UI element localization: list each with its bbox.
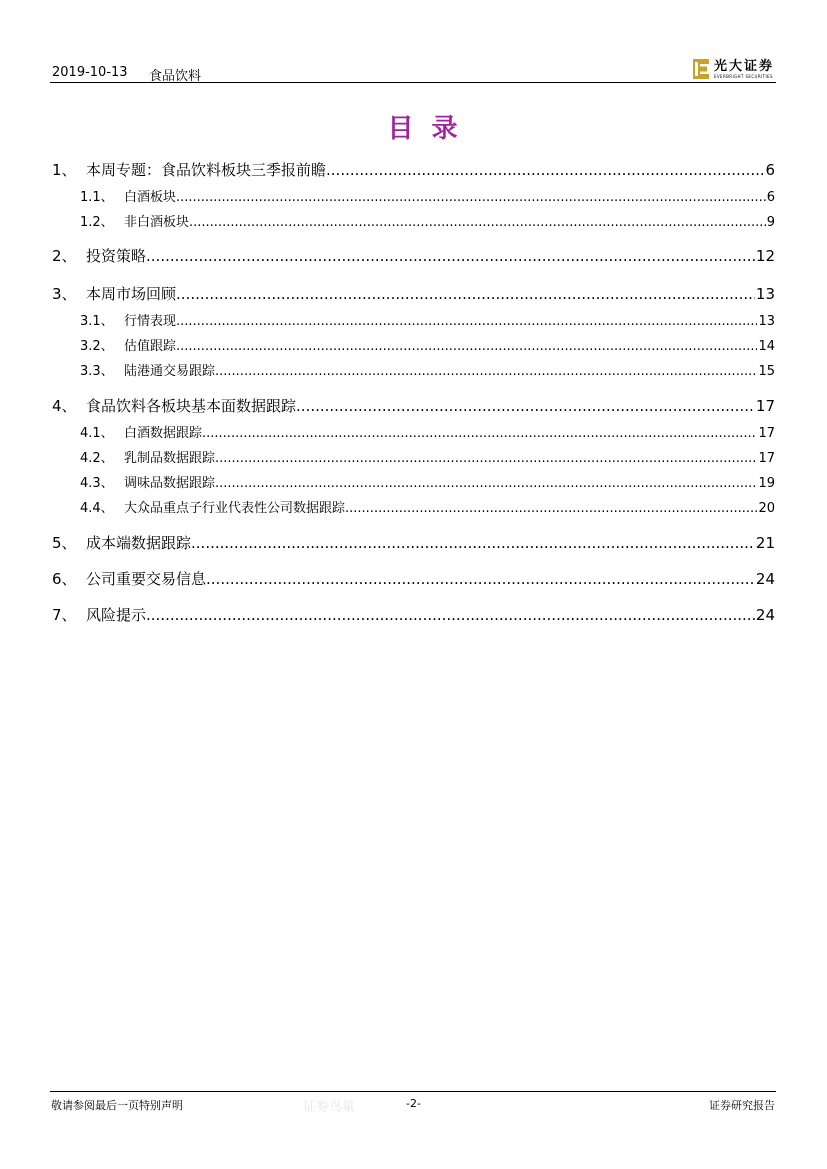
toc-entry-number: 1、 xyxy=(52,161,77,179)
dot-leader xyxy=(176,339,757,354)
toc-entry-number: 3.3、 xyxy=(80,364,114,379)
toc-entry-page: 13 xyxy=(755,285,775,303)
toc-entry-number: 4.3、 xyxy=(80,476,114,491)
page-number: -2- xyxy=(406,1097,421,1110)
toc-entry-page: 12 xyxy=(755,247,775,265)
toc-entry-page: 19 xyxy=(758,476,775,491)
toc-entry-title[interactable]: 陆港通交易跟踪 xyxy=(124,364,216,379)
company-logo xyxy=(692,58,774,80)
toc-entry-page: 17 xyxy=(758,426,775,441)
toc-entry-title[interactable]: 本周市场回顾 xyxy=(86,285,177,303)
toc-entry[interactable] xyxy=(52,395,775,416)
toc-entry-number: 3.2、 xyxy=(80,339,114,354)
toc-entry-page: 24 xyxy=(755,606,775,624)
toc-entry-number: 4.1、 xyxy=(80,426,114,441)
toc-entry[interactable] xyxy=(52,532,775,553)
toc-entry[interactable] xyxy=(80,335,775,354)
toc-entry-number: 4.2、 xyxy=(80,451,114,466)
toc-entry-number: 4、 xyxy=(52,397,77,415)
toc-entry[interactable] xyxy=(80,360,775,379)
report-type: 证券研究报告 xyxy=(709,1099,775,1112)
toc-entry-page: 20 xyxy=(758,501,775,516)
toc-entry-title[interactable]: 风险提示 xyxy=(86,606,147,624)
toc-entry-title[interactable]: 乳制品数据跟踪 xyxy=(124,451,216,466)
dot-leader xyxy=(206,570,755,588)
toc-entry-title[interactable]: 行情表现 xyxy=(124,314,177,329)
toc-entry-page: 17 xyxy=(755,397,775,415)
dot-leader xyxy=(176,285,755,303)
page-header xyxy=(50,58,776,83)
toc-entry-title[interactable]: 非白酒板块 xyxy=(124,215,190,230)
toc-entry-page: 6 xyxy=(765,161,775,179)
dot-leader xyxy=(345,501,757,516)
toc-entry[interactable] xyxy=(52,245,775,266)
toc-entry-number: 5、 xyxy=(52,534,77,552)
dot-leader xyxy=(146,606,755,624)
dot-leader xyxy=(215,451,757,466)
watermark: 证券鸟巢 xyxy=(303,1100,356,1115)
dot-leader xyxy=(189,215,766,230)
toc-entry[interactable] xyxy=(80,447,775,466)
toc-entry[interactable] xyxy=(80,211,775,230)
logo-text-en: EVERBRIGHT SECURITIES xyxy=(713,73,773,79)
toc-entry-number: 7、 xyxy=(52,606,77,624)
report-date: 2019-10-13 xyxy=(52,65,128,80)
dot-leader xyxy=(215,476,757,491)
dot-leader xyxy=(326,161,764,179)
dot-leader xyxy=(146,247,755,265)
toc-entry[interactable] xyxy=(52,159,775,180)
toc-entry-title[interactable]: 白酒数据跟踪 xyxy=(124,426,203,441)
toc-entry[interactable] xyxy=(80,310,775,329)
toc-entry-title[interactable]: 白酒板块 xyxy=(124,190,177,205)
toc-title: 目录 xyxy=(387,114,476,144)
toc-entry[interactable] xyxy=(80,422,775,441)
toc-entry-title[interactable]: 估值跟踪 xyxy=(124,339,177,354)
toc-entry-number: 2、 xyxy=(52,247,77,265)
toc-entry-title[interactable]: 大众品重点子行业代表性公司数据跟踪 xyxy=(124,501,346,516)
dot-leader xyxy=(176,190,766,205)
dot-leader xyxy=(191,534,755,552)
dot-leader xyxy=(176,314,757,329)
toc-entry-number: 1.1、 xyxy=(80,190,114,205)
toc-entry-title[interactable]: 投资策略 xyxy=(86,247,147,265)
toc-entry[interactable] xyxy=(52,604,775,625)
toc-entry-number: 3.1、 xyxy=(80,314,114,329)
toc-entry-page: 17 xyxy=(758,451,775,466)
toc-entry-page: 6 xyxy=(766,190,775,205)
dot-leader xyxy=(215,364,757,379)
toc-entry-page: 13 xyxy=(758,314,775,329)
toc-entry[interactable] xyxy=(80,186,775,205)
toc-entry-number: 6、 xyxy=(52,570,77,588)
toc-entry-number: 1.2、 xyxy=(80,215,114,230)
logo-text-cn: 光大证券 xyxy=(713,58,774,74)
dot-leader xyxy=(202,426,757,441)
toc-entry-page: 21 xyxy=(755,534,775,552)
toc-entry-title[interactable]: 成本端数据跟踪 xyxy=(86,534,192,552)
toc-entry-page: 14 xyxy=(758,339,775,354)
toc-entry-page: 24 xyxy=(755,570,775,588)
toc-entry[interactable] xyxy=(80,472,775,491)
page-footer xyxy=(50,1091,776,1122)
everbright-logo-icon xyxy=(692,58,710,80)
toc-entry-page: 9 xyxy=(766,215,775,230)
disclaimer-note: 敬请参阅最后一页特别声明 xyxy=(51,1099,183,1112)
toc-entry-title[interactable]: 食品饮料各板块基本面数据跟踪 xyxy=(86,397,297,415)
toc-entry[interactable] xyxy=(80,497,775,516)
industry-label: 食品饮料 xyxy=(149,69,202,84)
toc-entry-number: 4.4、 xyxy=(80,501,114,516)
toc-entry-title[interactable]: 本周专题：食品饮料板块三季报前瞻 xyxy=(86,161,327,179)
toc-entry-title[interactable]: 公司重要交易信息 xyxy=(86,570,207,588)
toc-entry-page: 15 xyxy=(758,364,775,379)
dot-leader xyxy=(296,397,755,415)
toc-entry[interactable] xyxy=(52,568,775,589)
toc-entry[interactable] xyxy=(52,283,775,304)
toc-entry-number: 3、 xyxy=(52,285,77,303)
toc-entry-title[interactable]: 调味品数据跟踪 xyxy=(124,476,216,491)
